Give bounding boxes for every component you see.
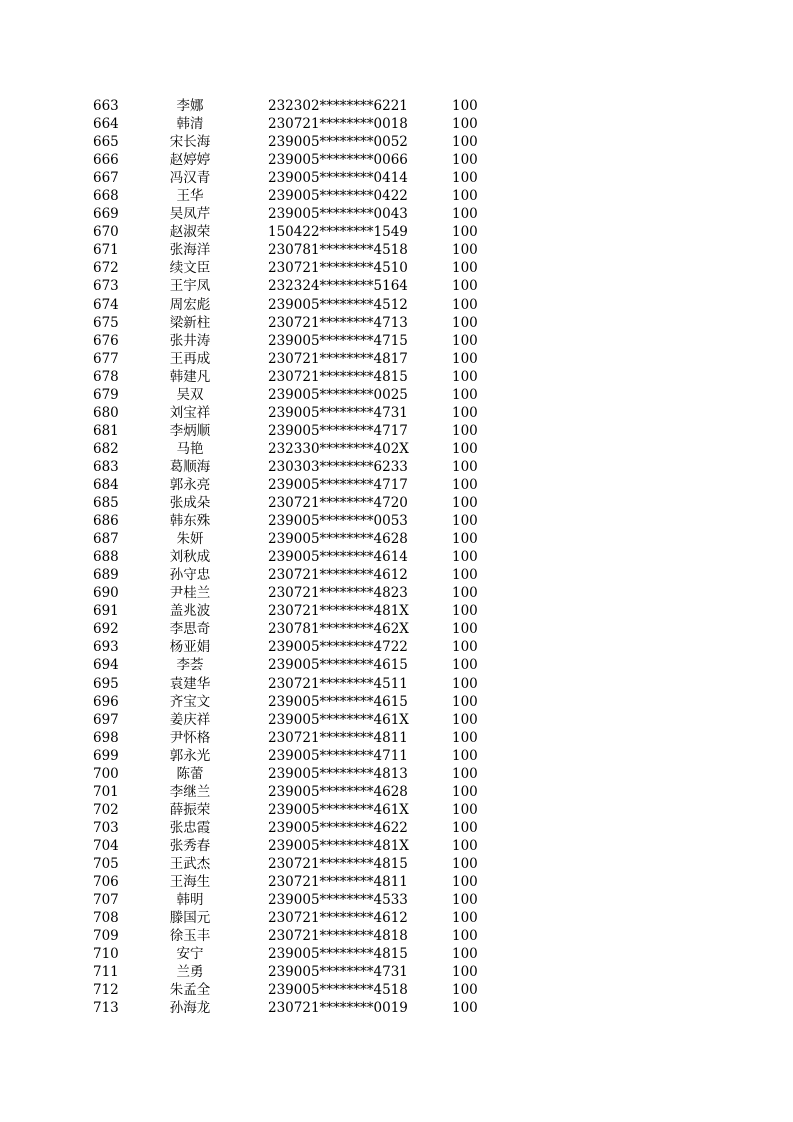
row-number: 698 [93,729,119,746]
person-name: 徐玉丰 [169,928,211,945]
amount: 100 [452,874,478,891]
table-row [0,855,793,873]
amount: 100 [452,693,478,710]
amount: 100 [452,1000,478,1017]
amount: 100 [452,513,478,530]
id-number: 230721********481X [268,603,409,620]
table-row [0,187,793,205]
id-number: 232324********5164 [268,278,408,295]
row-number: 707 [93,892,119,909]
person-name: 薛振荣 [169,801,211,818]
person-name: 孙海龙 [169,1000,211,1017]
person-name: 宋长海 [169,134,211,151]
table-row [0,151,793,169]
table-row [0,711,793,729]
person-name: 姜庆祥 [169,711,211,728]
row-number: 681 [93,422,119,439]
person-name: 张海洋 [169,242,211,259]
row-number: 699 [93,747,119,764]
row-number: 663 [93,98,119,114]
row-number: 677 [93,350,119,367]
person-name: 王宇凤 [169,278,211,295]
table-row [0,133,793,151]
amount: 100 [452,531,478,548]
id-number: 230721********4815 [268,855,408,872]
amount: 100 [452,837,478,854]
id-number: 239005********4533 [268,892,408,909]
amount: 100 [452,278,478,295]
amount: 100 [452,783,478,800]
id-number: 239005********0066 [268,152,408,169]
table-row [0,296,793,314]
row-number: 667 [93,170,119,187]
amount: 100 [452,621,478,638]
amount: 100 [452,910,478,927]
row-number: 696 [93,693,119,710]
row-number: 705 [93,855,119,872]
id-number: 239005********4731 [268,964,408,981]
amount: 100 [452,476,478,493]
table-row [0,981,793,999]
person-name: 葛顺海 [169,458,211,475]
id-number: 239005********0414 [268,170,408,187]
table-row [0,512,793,530]
amount: 100 [452,928,478,945]
amount: 100 [452,765,478,782]
amount: 100 [452,639,478,656]
person-name: 李思奇 [169,621,211,638]
row-number: 670 [93,224,119,241]
person-name: 周宏彪 [169,296,211,313]
amount: 100 [452,946,478,963]
id-number: 232330********402X [268,440,409,457]
table-row [0,259,793,277]
person-name: 梁新柱 [169,314,211,331]
person-name: 韩清 [176,116,204,133]
amount: 100 [452,134,478,151]
amount: 100 [452,729,478,746]
table-row [0,729,793,747]
person-name: 李炳顺 [169,422,211,439]
amount: 100 [452,152,478,169]
id-number: 239005********0052 [268,134,408,151]
id-number: 239005********4731 [268,404,408,421]
amount: 100 [452,747,478,764]
person-name: 张忠霞 [169,819,211,836]
id-number: 239005********461X [268,801,409,818]
person-name: 尹怀格 [169,729,211,746]
person-name: 安宁 [176,946,204,963]
table-row [0,873,793,891]
id-number: 239005********4512 [268,296,408,313]
id-number: 230721********0018 [268,116,408,133]
table-row [0,602,793,620]
table-row [0,548,793,566]
person-name: 刘秋成 [169,549,211,566]
amount: 100 [452,116,478,133]
person-name: 袁建华 [169,675,211,692]
row-number: 687 [93,531,119,548]
person-name: 赵婷婷 [169,152,211,169]
amount: 100 [452,224,478,241]
row-number: 666 [93,152,119,169]
table-row [0,927,793,945]
id-number: 230721********4511 [268,675,408,692]
row-number: 689 [93,567,119,584]
id-number: 230781********4518 [268,242,408,259]
amount: 100 [452,206,478,223]
row-number: 710 [93,946,119,963]
table-row [0,494,793,512]
amount: 100 [452,819,478,836]
row-number: 679 [93,386,119,403]
person-name: 齐宝文 [169,693,211,710]
table-row [0,530,793,548]
id-number: 239005********4717 [268,476,408,493]
id-number: 230721********4713 [268,314,408,331]
amount: 100 [452,98,478,114]
row-number: 693 [93,639,119,656]
person-name: 冯汉青 [169,170,211,187]
row-number: 701 [93,783,119,800]
row-number: 668 [93,188,119,205]
row-number: 682 [93,440,119,457]
person-name: 李娜 [176,98,204,114]
roster-table [0,97,793,1017]
amount: 100 [452,260,478,277]
row-number: 711 [93,964,119,981]
row-number: 690 [93,585,119,602]
table-row [0,277,793,295]
id-number: 230721********4612 [268,567,408,584]
person-name: 郭永光 [169,747,211,764]
table-row [0,566,793,584]
table-row [0,837,793,855]
table-row [0,620,793,638]
id-number: 230721********4612 [268,910,408,927]
row-number: 675 [93,314,119,331]
person-name: 王海生 [169,874,211,891]
amount: 100 [452,332,478,349]
id-number: 232302********6221 [268,98,408,114]
amount: 100 [452,801,478,818]
amount: 100 [452,296,478,313]
person-name: 盖兆波 [169,603,211,620]
id-number: 230721********4817 [268,350,408,367]
table-row [0,963,793,981]
id-number: 239005********4615 [268,693,408,710]
table-row [0,422,793,440]
person-name: 郭永亮 [169,476,211,493]
id-number: 239005********4813 [268,765,408,782]
amount: 100 [452,422,478,439]
table-row [0,693,793,711]
id-number: 239005********4628 [268,531,408,548]
row-number: 688 [93,549,119,566]
table-row [0,368,793,386]
table-row [0,801,793,819]
id-number: 230721********4811 [268,729,408,746]
row-number: 669 [93,206,119,223]
person-name: 马艳 [176,440,204,457]
person-name: 陈蕾 [176,765,204,782]
id-number: 239005********0422 [268,188,408,205]
amount: 100 [452,675,478,692]
id-number: 239005********0025 [268,386,408,403]
table-row [0,440,793,458]
person-name: 朱孟全 [169,982,211,999]
amount: 100 [452,368,478,385]
table-row [0,656,793,674]
id-number: 230721********4815 [268,368,408,385]
person-name: 张成朵 [169,495,211,512]
table-row [0,584,793,602]
table-row [0,945,793,963]
row-number: 704 [93,837,119,854]
amount: 100 [452,350,478,367]
row-number: 674 [93,296,119,313]
row-number: 676 [93,332,119,349]
row-number: 709 [93,928,119,945]
row-number: 713 [93,1000,119,1017]
id-number: 239005********4628 [268,783,408,800]
amount: 100 [452,314,478,331]
row-number: 684 [93,476,119,493]
person-name: 韩东殊 [169,513,211,530]
row-number: 671 [93,242,119,259]
table-row [0,675,793,693]
person-name: 王武杰 [169,855,211,872]
table-row [0,638,793,656]
id-number: 230781********462X [268,621,409,638]
id-number: 239005********4815 [268,946,408,963]
row-number: 685 [93,495,119,512]
amount: 100 [452,964,478,981]
row-number: 694 [93,657,119,674]
row-number: 678 [93,368,119,385]
row-number: 712 [93,982,119,999]
id-number: 230303********6233 [268,458,408,475]
amount: 100 [452,567,478,584]
id-number: 239005********4711 [268,747,408,764]
person-name: 李荟 [176,657,204,674]
row-number: 697 [93,711,119,728]
id-number: 239005********4614 [268,549,408,566]
table-row [0,169,793,187]
table-row [0,765,793,783]
id-number: 230721********4720 [268,495,408,512]
amount: 100 [452,855,478,872]
amount: 100 [452,495,478,512]
id-number: 239005********4622 [268,819,408,836]
id-number: 230721********4823 [268,585,408,602]
table-row [0,819,793,837]
row-number: 686 [93,513,119,530]
table-row [0,350,793,368]
amount: 100 [452,711,478,728]
person-name: 朱妍 [176,531,204,548]
id-number: 230721********4818 [268,928,408,945]
amount: 100 [452,585,478,602]
table-row [0,205,793,223]
amount: 100 [452,892,478,909]
row-number: 708 [93,910,119,927]
row-number: 695 [93,675,119,692]
row-number: 691 [93,603,119,620]
person-name: 王华 [176,188,204,205]
amount: 100 [452,440,478,457]
row-number: 700 [93,765,119,782]
id-number: 239005********0043 [268,206,408,223]
id-number: 239005********4717 [268,422,408,439]
amount: 100 [452,982,478,999]
table-row [0,314,793,332]
person-name: 刘宝祥 [169,404,211,421]
amount: 100 [452,603,478,620]
person-name: 吴凤芹 [169,206,211,223]
id-number: 239005********4518 [268,982,408,999]
id-number: 239005********4715 [268,332,408,349]
person-name: 杨亚娟 [169,639,211,656]
table-row [0,223,793,241]
amount: 100 [452,657,478,674]
id-number: 230721********4811 [268,874,408,891]
id-number: 230721********4510 [268,260,408,277]
person-name: 赵淑荣 [169,224,211,241]
table-row [0,747,793,765]
person-name: 滕国元 [169,910,211,927]
row-number: 703 [93,819,119,836]
row-number: 664 [93,116,119,133]
table-row [0,909,793,927]
row-number: 702 [93,801,119,818]
table-row [0,783,793,801]
person-name: 吴双 [176,386,204,403]
person-name: 续文臣 [169,260,211,277]
amount: 100 [452,242,478,259]
table-row [0,404,793,422]
row-number: 665 [93,134,119,151]
row-number: 706 [93,874,119,891]
amount: 100 [452,549,478,566]
amount: 100 [452,458,478,475]
table-row [0,999,793,1017]
person-name: 李继兰 [169,783,211,800]
person-name: 韩建凡 [169,368,211,385]
table-row [0,476,793,494]
person-name: 尹桂兰 [169,585,211,602]
id-number: 239005********4615 [268,657,408,674]
row-number: 683 [93,458,119,475]
table-row [0,115,793,133]
amount: 100 [452,404,478,421]
id-number: 150422********1549 [268,224,408,241]
id-number: 230721********0019 [268,1000,408,1017]
table-row [0,241,793,259]
row-number: 673 [93,278,119,295]
table-row [0,386,793,404]
table-row [0,332,793,350]
amount: 100 [452,386,478,403]
person-name: 孙守忠 [169,567,211,584]
row-number: 692 [93,621,119,638]
table-row [0,458,793,476]
row-number: 672 [93,260,119,277]
id-number: 239005********481X [268,837,409,854]
amount: 100 [452,188,478,205]
person-name: 张井涛 [169,332,211,349]
amount: 100 [452,170,478,187]
id-number: 239005********0053 [268,513,408,530]
row-number: 680 [93,404,119,421]
table-row [0,891,793,909]
person-name: 韩明 [176,892,204,909]
person-name: 王再成 [169,350,211,367]
person-name: 张秀春 [169,837,211,854]
table-row [0,97,793,115]
id-number: 239005********461X [268,711,409,728]
id-number: 239005********4722 [268,639,408,656]
person-name: 兰勇 [176,964,204,981]
